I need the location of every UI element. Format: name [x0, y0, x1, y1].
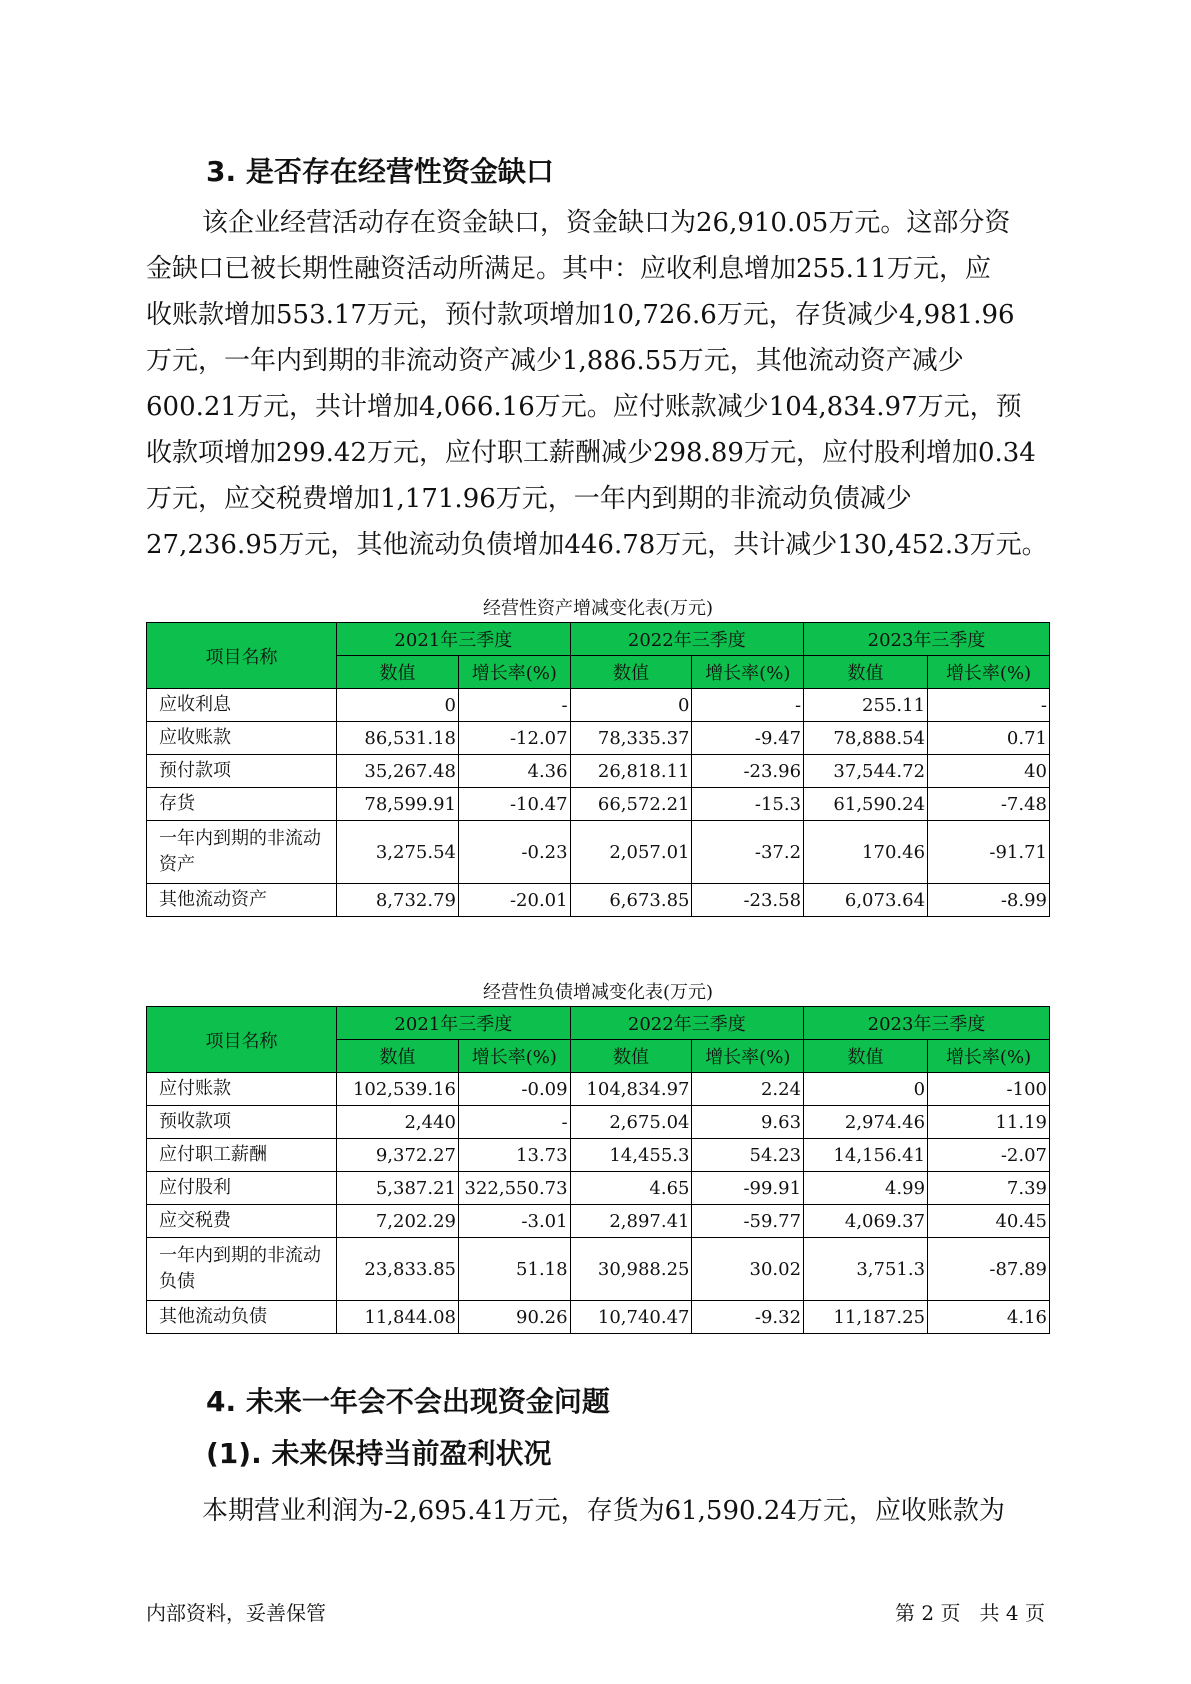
table-cell: 9.63: [692, 1106, 804, 1139]
header-period: 2022年三季度: [570, 1007, 803, 1040]
header-item-name: 项目名称: [147, 623, 337, 689]
table-cell: -8.99: [928, 884, 1050, 917]
header-subcolumn: 数值: [804, 656, 928, 689]
row-label: 一年内到期的非流动负债: [147, 1238, 337, 1301]
row-label: 应付账款: [147, 1073, 337, 1106]
table-cell: 78,335.37: [570, 722, 692, 755]
header-subcolumn: 增长率(%): [692, 1040, 804, 1073]
table-cell: 2,897.41: [570, 1205, 692, 1238]
table-cell: -: [459, 689, 571, 722]
paragraph-line: 该企业经营活动存在资金缺口，资金缺口为26,910.05万元。这部分资: [202, 208, 1011, 238]
header-subcolumn: 增长率(%): [692, 656, 804, 689]
table-row: [147, 689, 1050, 722]
table-cell: 7.39: [928, 1172, 1050, 1205]
table-row: [147, 722, 1050, 755]
row-label: 其他流动资产: [147, 884, 337, 917]
table-cell: 104,834.97: [570, 1073, 692, 1106]
header-subcolumn: 数值: [337, 656, 459, 689]
header-subcolumn: 增长率(%): [459, 656, 571, 689]
table-cell: -91.71: [928, 821, 1050, 884]
table-cell: 14,455.3: [570, 1139, 692, 1172]
table-cell: 23,833.85: [337, 1238, 459, 1301]
table-cell: 40.45: [928, 1205, 1050, 1238]
table-cell: -23.96: [692, 755, 804, 788]
table-cell: 51.18: [459, 1238, 571, 1301]
table-cell: 5,387.21: [337, 1172, 459, 1205]
row-label: 一年内到期的非流动资产: [147, 821, 337, 884]
table-cell: 30,988.25: [570, 1238, 692, 1301]
table-cell: 4.16: [928, 1301, 1050, 1334]
table-cell: 4.99: [804, 1172, 928, 1205]
table-cell: 37,544.72: [804, 755, 928, 788]
table-cell: 2.24: [692, 1073, 804, 1106]
table-cell: 78,599.91: [337, 788, 459, 821]
table-cell: 4.36: [459, 755, 571, 788]
footer-confidential-note: 内部资料，妥善保管: [146, 1601, 326, 1625]
header-subcolumn: 数值: [337, 1040, 459, 1073]
table-cell: 86,531.18: [337, 722, 459, 755]
table-cell: -9.47: [692, 722, 804, 755]
table-cell: 6,673.85: [570, 884, 692, 917]
paragraph-line: 金缺口已被长期性融资活动所满足。其中：应收利息增加255.11万元，应: [146, 254, 991, 284]
header-period: 2022年三季度: [570, 623, 803, 656]
table-cell: 0.71: [928, 722, 1050, 755]
row-label: 应收利息: [147, 689, 337, 722]
row-label: 预付款项: [147, 755, 337, 788]
table-row: [147, 821, 1050, 884]
table-cell: -23.58: [692, 884, 804, 917]
table-cell: 61,590.24: [804, 788, 928, 821]
table-cell: 11.19: [928, 1106, 1050, 1139]
table-header-row: [147, 1007, 1050, 1040]
table-cell: 255.11: [804, 689, 928, 722]
table-cell: -: [928, 689, 1050, 722]
table-cell: 26,818.11: [570, 755, 692, 788]
table-cell: -2.07: [928, 1139, 1050, 1172]
table-cell: 9,372.27: [337, 1139, 459, 1172]
table-cell: -9.32: [692, 1301, 804, 1334]
table-cell: -37.2: [692, 821, 804, 884]
header-period: 2021年三季度: [337, 623, 570, 656]
table-row: [147, 1139, 1050, 1172]
header-subcolumn: 增长率(%): [928, 656, 1050, 689]
table-row: [147, 1238, 1050, 1301]
table-cell: -20.01: [459, 884, 571, 917]
table-row: [147, 1172, 1050, 1205]
table-cell: 3,275.54: [337, 821, 459, 884]
table-cell: -: [459, 1106, 571, 1139]
table-cell: 4,069.37: [804, 1205, 928, 1238]
paragraph-line: 收款项增加299.42万元，应付职工薪酬减少298.89万元，应付股利增加0.34: [146, 438, 1036, 468]
table-cell: 7,202.29: [337, 1205, 459, 1238]
table-cell: 102,539.16: [337, 1073, 459, 1106]
table-cell: -87.89: [928, 1238, 1050, 1301]
table-row: [147, 1301, 1050, 1334]
table-cell: 66,572.21: [570, 788, 692, 821]
table-cell: 0: [804, 1073, 928, 1106]
table-cell: -0.09: [459, 1073, 571, 1106]
header-subcolumn: 增长率(%): [459, 1040, 571, 1073]
heading-section-3: 3. 是否存在经营性资金缺口: [206, 155, 554, 188]
heading-section-4: 4. 未来一年会不会出现资金问题: [206, 1385, 610, 1418]
table-cell: 2,974.46: [804, 1106, 928, 1139]
table-cell: 322,550.73: [459, 1172, 571, 1205]
table-cell: 30.02: [692, 1238, 804, 1301]
paragraph-line: 万元，应交税费增加1,171.96万元，一年内到期的非流动负债减少: [146, 484, 912, 514]
row-label: 应交税费: [147, 1205, 337, 1238]
table-cell: -7.48: [928, 788, 1050, 821]
table-cell: 3,751.3: [804, 1238, 928, 1301]
table-cell: -0.23: [459, 821, 571, 884]
table-cell: -15.3: [692, 788, 804, 821]
heading-subsection-4-1: (1). 未来保持当前盈利状况: [206, 1437, 552, 1470]
paragraph-line: 27,236.95万元，其他流动负债增加446.78万元，共计减少130,452.3万元。: [146, 530, 1048, 560]
table-cell: -59.77: [692, 1205, 804, 1238]
header-period: 2023年三季度: [804, 623, 1050, 656]
table-cell: 13.73: [459, 1139, 571, 1172]
table-cell: 2,057.01: [570, 821, 692, 884]
table-cell: 10,740.47: [570, 1301, 692, 1334]
table-cell: 6,073.64: [804, 884, 928, 917]
header-item-name: 项目名称: [147, 1007, 337, 1073]
table-cell: -: [692, 689, 804, 722]
paragraph-capital-gap: [146, 200, 1056, 568]
operating-assets-table: [146, 622, 1050, 917]
row-label: 存货: [147, 788, 337, 821]
table-cell: -3.01: [459, 1205, 571, 1238]
table-cell: 2,440: [337, 1106, 459, 1139]
table-row: [147, 884, 1050, 917]
table-cell: 35,267.48: [337, 755, 459, 788]
row-label: 预收款项: [147, 1106, 337, 1139]
table-row: [147, 788, 1050, 821]
table-caption-liabilities: 经营性负债增减变化表(万元): [482, 982, 714, 1003]
table-cell: -99.91: [692, 1172, 804, 1205]
table-cell: 0: [337, 689, 459, 722]
table-cell: 2,675.04: [570, 1106, 692, 1139]
header-subcolumn: 数值: [570, 656, 692, 689]
table-cell: 4.65: [570, 1172, 692, 1205]
table-row: [147, 1106, 1050, 1139]
table-cell: 14,156.41: [804, 1139, 928, 1172]
table-cell: 54.23: [692, 1139, 804, 1172]
operating-liabilities-table: [146, 1006, 1050, 1334]
row-label: 应付股利: [147, 1172, 337, 1205]
paragraph-line: 收账款增加553.17万元，预付款项增加10,726.6万元，存货减少4,981.96: [146, 300, 1015, 330]
paragraph-line: 万元，一年内到期的非流动资产减少1,886.55万元，其他流动资产减少: [146, 346, 964, 376]
table-cell: 8,732.79: [337, 884, 459, 917]
paragraph-profit: 本期营业利润为-2,695.41万元，存货为61,590.24万元，应收账款为: [202, 1496, 1005, 1526]
header-subcolumn: 增长率(%): [928, 1040, 1050, 1073]
header-subcolumn: 数值: [804, 1040, 928, 1073]
table-row: [147, 1205, 1050, 1238]
table-cell: 78,888.54: [804, 722, 928, 755]
table-header-row: [147, 623, 1050, 656]
table-row: [147, 1073, 1050, 1106]
table-cell: 11,187.25: [804, 1301, 928, 1334]
table-cell: 0: [570, 689, 692, 722]
header-subcolumn: 数值: [570, 1040, 692, 1073]
header-period: 2023年三季度: [804, 1007, 1050, 1040]
footer-page-number: 第 2 页 共 4 页: [895, 1601, 1045, 1625]
row-label: 其他流动负债: [147, 1301, 337, 1334]
paragraph-line: 600.21万元，共计增加4,066.16万元。应付账款减少104,834.97万元，预: [146, 392, 1022, 422]
row-label: 应付职工薪酬: [147, 1139, 337, 1172]
table-cell: 40: [928, 755, 1050, 788]
row-label: 应收账款: [147, 722, 337, 755]
table-cell: 170.46: [804, 821, 928, 884]
table-caption-assets: 经营性资产增减变化表(万元): [482, 598, 714, 619]
table-cell: -100: [928, 1073, 1050, 1106]
table-row: [147, 755, 1050, 788]
header-period: 2021年三季度: [337, 1007, 570, 1040]
table-cell: 11,844.08: [337, 1301, 459, 1334]
table-cell: -12.07: [459, 722, 571, 755]
table-cell: 90.26: [459, 1301, 571, 1334]
table-cell: -10.47: [459, 788, 571, 821]
